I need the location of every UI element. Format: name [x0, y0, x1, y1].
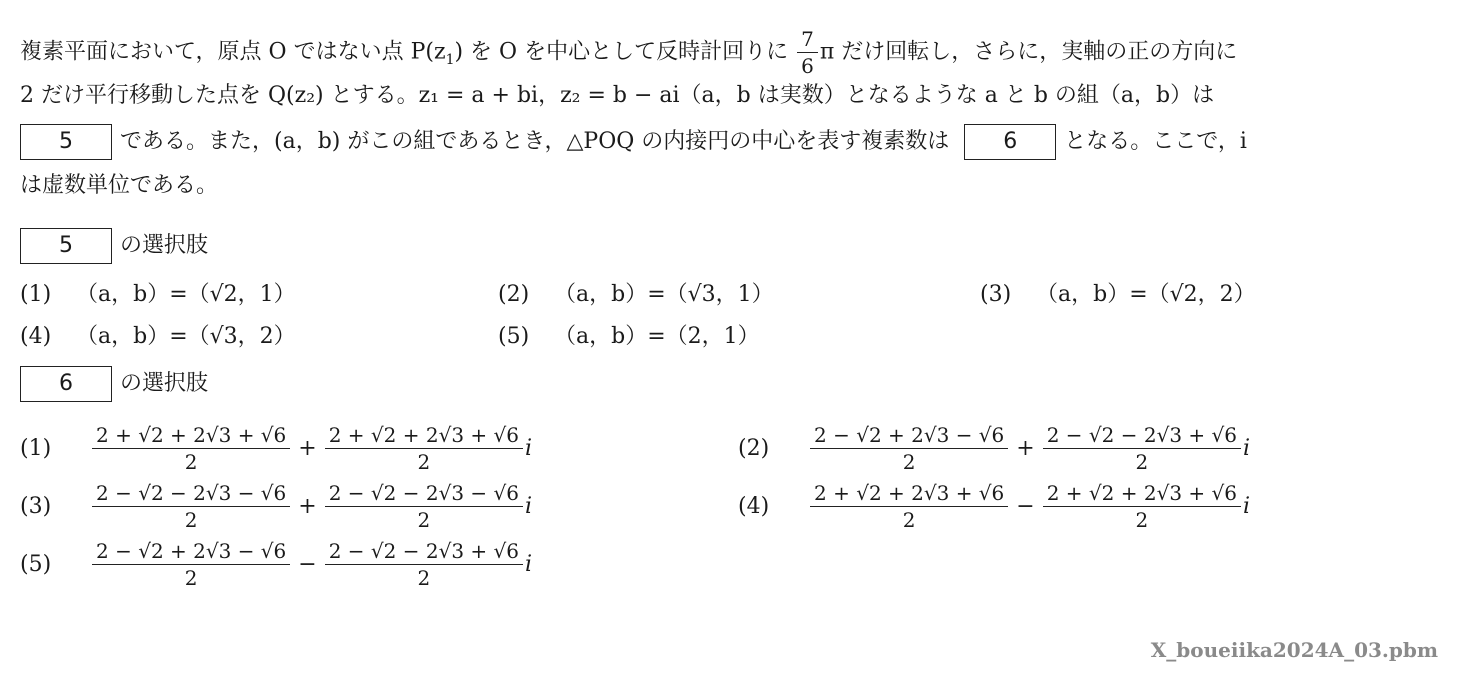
- fraction-7-6: $\frac{7}{6}$: [797, 26, 818, 79]
- subscript: 1: [445, 51, 455, 68]
- problem-text-3a: である。また，(a，b) がこの組であるとき，△POQ の内接円の中心を表す複素数は: [120, 129, 950, 154]
- section-5-header: [20, 226, 208, 266]
- problem-line-4: [20, 166, 218, 206]
- problem-line-1: [20, 26, 1238, 78]
- choice-5-1: (1) （a，b）=（√2，1）: [20, 282, 296, 307]
- choice-6-1: (1) $\frac{2 + √2 + 2√3 + √6}{2}$ + $\frac{2 + √2 + 2√3 + √6}{2}$ i: [20, 422, 533, 474]
- section-6-box: 6: [20, 366, 112, 402]
- section-6-title: の選択肢: [120, 371, 209, 396]
- choice-6-5: (5) $\frac{2 - √2 + 2√3 - √6}{2}$ − $\frac{2 - √2 - 2√3 + √6}{2}$ i: [20, 538, 533, 590]
- section-5-box: 5: [20, 228, 112, 264]
- answer-box-6: 6: [964, 124, 1056, 160]
- choice-5-2: (2) （a，b）=（√3，1）: [498, 282, 774, 307]
- problem-text-4: は虚数単位である。: [20, 173, 219, 198]
- choice-6-3: (3) $\frac{2 - √2 - 2√3 - √6}{2}$ + $\frac{2 - √2 - 2√3 - √6}{2}$ i: [20, 480, 533, 532]
- problem-text-3b: となる。ここで，i: [1064, 129, 1247, 154]
- choice-6-2: (2) $\frac{2 - √2 + 2√3 - √6}{2}$ + $\frac{2 - √2 - 2√3 + √6}{2}$ i: [738, 422, 1251, 474]
- problem-text-2: 2 だけ平行移動した点を Q(z₂) とする。z₁ = a + bi，z₂ = b − ai（a，b は実数）となるような a と b の組（a，b）は: [20, 83, 1215, 108]
- file-label: X_boueiika2024A_03.pbm: [1150, 638, 1438, 662]
- choice-5-3: (3) （a，b）=（√2，2）: [980, 282, 1256, 307]
- problem-line-2: [20, 76, 1214, 116]
- choice-5-5: (5) （a，b）=（2，1）: [498, 324, 760, 349]
- section-6-header: [20, 364, 208, 404]
- section-5-title: の選択肢: [120, 233, 209, 258]
- problem-text-1b: ) を O を中心として反時計回りに: [454, 39, 789, 65]
- problem-line-3: [20, 122, 1247, 162]
- choice-5-4: (4) （a，b）=（√3，2）: [20, 324, 296, 349]
- choice-6-4: (4) $\frac{2 + √2 + 2√3 + √6}{2}$ − $\frac{2 + √2 + 2√3 + √6}{2}$ i: [738, 480, 1251, 532]
- answer-box-5: 5: [20, 124, 112, 160]
- problem-text-1c: π だけ回転し，さらに，実軸の正の方向に: [819, 39, 1238, 65]
- problem-text-1a: 複素平面において，原点 O ではない点 P(z: [20, 39, 446, 65]
